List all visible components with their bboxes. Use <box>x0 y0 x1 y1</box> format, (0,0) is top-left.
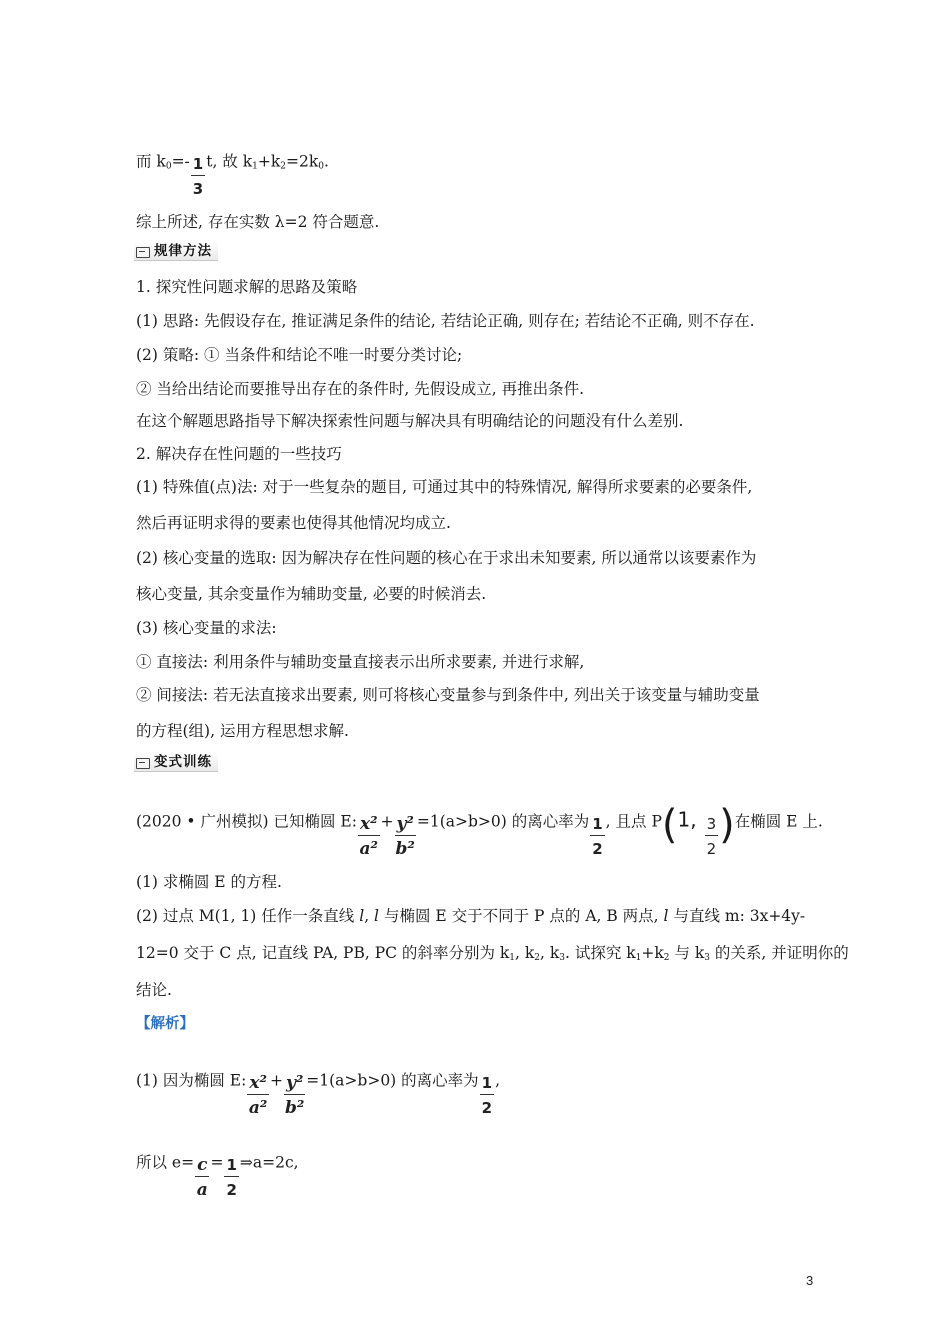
text: =1(a>b>0) 的离心率为 <box>416 812 590 831</box>
fraction-eccentricity <box>480 1074 494 1117</box>
fraction-y2-over-b2 <box>284 1074 305 1117</box>
line-symbol: l <box>374 907 380 925</box>
fraction <box>191 155 205 198</box>
fraction-bar <box>284 1094 305 1095</box>
numerator: 1 <box>592 815 603 833</box>
text: +k <box>641 944 664 962</box>
fraction-bar <box>705 835 719 836</box>
text: . 试探究 k <box>564 944 636 962</box>
text-line: 1. 探究性问题求解的思路及策略 <box>136 278 358 296</box>
text-line: (1) 求椭圆 E 的方程. <box>136 873 282 891</box>
note-icon <box>136 247 150 258</box>
text: 与 k <box>669 944 705 962</box>
text: (1) 因为椭圆 E: <box>136 1071 247 1090</box>
denominator: a² <box>359 839 378 859</box>
numerator: 3 <box>706 815 717 833</box>
answer-tag: 【解析】 <box>136 1016 194 1032</box>
fraction-bar <box>358 835 380 836</box>
text: =- <box>171 152 190 171</box>
text-line: 2. 解决存在性问题的一些技巧 <box>136 445 342 463</box>
subscript: 2 <box>280 161 286 172</box>
text: 与椭圆 E 交于不同于 P 点的 A, B 两点, <box>379 907 664 925</box>
text: +k <box>257 152 281 171</box>
numerator: c <box>197 1155 208 1175</box>
subscript: 1 <box>509 953 515 963</box>
text: 所以 e= <box>136 1153 195 1172</box>
fraction-x2-over-a2 <box>247 1074 269 1117</box>
text: ⇒a=2c, <box>239 1153 299 1172</box>
text: =2k <box>286 152 319 171</box>
answer-line <box>136 1142 299 1200</box>
left-paren: ( <box>661 801 678 848</box>
text-line <box>136 943 849 968</box>
line-symbol: l <box>663 907 669 925</box>
text: = <box>210 1153 224 1172</box>
text: 在椭圆 E 上. <box>734 812 823 831</box>
subscript: 0 <box>165 161 172 172</box>
text-line: 的方程(组), 运用方程思想求解. <box>136 722 349 740</box>
text-line: (1) 思路: 先假设存在, 推证满足条件的结论, 若结论正确, 则存在; 若结论不正确, 则不存在. <box>136 312 755 330</box>
note-icon <box>136 758 150 769</box>
numerator: 1 <box>226 1156 237 1174</box>
text: . <box>323 152 329 171</box>
text-line: (3) 核心变量的求法: <box>136 619 277 637</box>
answer-tag-line <box>136 1013 194 1034</box>
line-symbol: l <box>359 907 365 925</box>
fraction-bar <box>590 835 604 836</box>
text-line <box>136 906 805 926</box>
text-line: ② 间接法: 若无法直接求出要素, 则可将核心变量参与到条件中, 列出关于该变量与辅助变量 <box>136 686 760 704</box>
fraction-y2-over-b2 <box>395 815 416 858</box>
section-header-label: 变式训练 <box>154 754 212 770</box>
text: =1(a>b>0) 的离心率为 <box>306 1071 479 1090</box>
denominator: 2 <box>706 840 717 858</box>
text-line: 综上所述, 存在实数 λ=2 符合题意. <box>136 213 380 231</box>
text-line: 结论. <box>136 981 172 999</box>
text: 与直线 m: 3x+4y- <box>668 907 806 925</box>
fraction-bar <box>224 1176 238 1177</box>
text: (2020 • 广州模拟) 已知椭圆 E: <box>136 812 357 831</box>
numerator: x² <box>249 1073 267 1093</box>
text: (2) 过点 M(1, 1) 任作一条直线 <box>136 907 360 925</box>
fraction-c-over-a <box>195 1156 209 1199</box>
text: 12=0 交于 C 点, 记直线 PA, PB, PC 的斜率分别为 k <box>136 944 510 962</box>
denominator: 2 <box>592 840 603 858</box>
text-line: 核心变量, 其余变量作为辅助变量, 必要的时候消去. <box>136 585 487 603</box>
point-x: 1, <box>677 807 697 832</box>
denominator: b² <box>284 1098 305 1118</box>
fraction-bar <box>480 1094 494 1095</box>
denominator: 3 <box>192 180 204 198</box>
text-line: (2) 核心变量的选取: 因为解决存在性问题的核心在于求出未知要素, 所以通常以该要素作为 <box>136 549 757 567</box>
subscript: 3 <box>559 953 565 963</box>
section-header-practice <box>134 753 218 772</box>
fraction-one-half <box>224 1156 238 1199</box>
text: , k <box>539 944 560 962</box>
fraction-bar <box>191 175 205 176</box>
text: + <box>269 1071 283 1090</box>
subscript: 1 <box>252 161 258 172</box>
fraction-bar <box>247 1094 269 1095</box>
page-number: 3 <box>806 1273 814 1288</box>
subscript: 0 <box>318 161 324 172</box>
denominator: a² <box>248 1098 268 1118</box>
text: , <box>495 1071 501 1090</box>
right-paren: ) <box>719 801 735 848</box>
text-line: (1) 特殊值(点)法: 对于一些复杂的题目, 可通过其中的特殊情况, 解得所求要素的必要条件, <box>136 478 753 496</box>
problem-statement-line <box>136 801 823 859</box>
text: + <box>380 812 394 831</box>
denominator: 2 <box>226 1181 237 1199</box>
text: t, 故 k <box>206 152 253 171</box>
fraction-point-y <box>705 815 719 858</box>
text-line: (2) 策略: ① 当条件和结论不唯一时要分类讨论; <box>136 346 463 364</box>
subscript: 2 <box>534 953 540 963</box>
denominator: a <box>196 1180 208 1200</box>
denominator: b² <box>395 839 415 859</box>
text: , <box>364 907 375 925</box>
subscript: 1 <box>635 953 642 963</box>
fraction-bar <box>395 835 416 836</box>
subscript: 3 <box>704 953 710 963</box>
text-line: 然后再证明求得的要素也使得其他情况均成立. <box>136 514 451 532</box>
numerator: 1 <box>481 1074 493 1092</box>
text: 的关系, 并证明你的 <box>710 944 849 962</box>
fraction-x2-over-a2 <box>358 815 380 858</box>
fraction-eccentricity <box>590 815 604 858</box>
text: 而 k <box>136 152 166 171</box>
section-header-method <box>134 242 218 261</box>
text-line: 在这个解题思路指导下解决探索性问题与解决具有明确结论的问题没有什么差别. <box>136 412 684 430</box>
numerator: y² <box>285 1073 304 1093</box>
numerator: y² <box>396 814 414 834</box>
denominator: 2 <box>481 1099 493 1117</box>
answer-line <box>136 1060 501 1118</box>
fraction-bar <box>195 1176 209 1177</box>
subscript: 2 <box>663 953 670 963</box>
numerator: 1 <box>192 155 204 173</box>
text-line: ① 直接法: 利用条件与辅助变量直接表示出所求要素, 并进行求解, <box>136 653 585 671</box>
text: , k <box>515 944 535 962</box>
text: , 且点 P <box>605 812 662 831</box>
numerator: x² <box>359 814 378 834</box>
text-line: ② 当给出结论而要推导出存在的条件时, 先假设成立, 再推出条件. <box>136 380 585 398</box>
text-line <box>136 141 329 198</box>
section-header-label: 规律方法 <box>154 243 212 259</box>
